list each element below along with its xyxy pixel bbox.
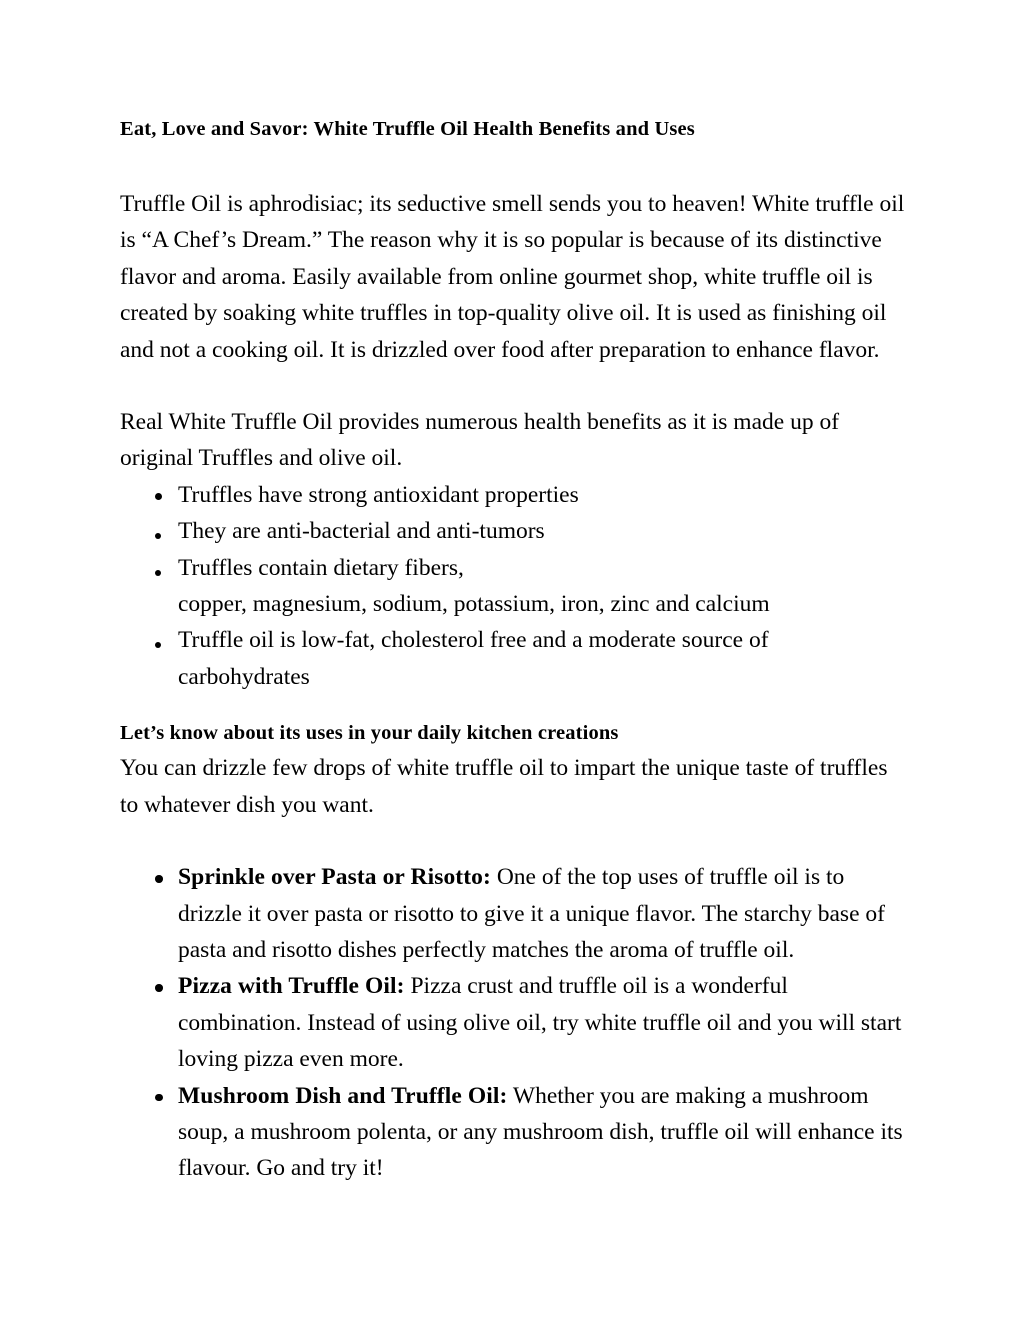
page-title: Eat, Love and Savor: White Truffle Oil Health Benefits and Uses [120, 118, 695, 140]
list-item [120, 622, 906, 695]
list-item [120, 477, 906, 513]
bullet-icon [155, 493, 162, 500]
list-item-text: Truffle oil is low-fat, cholesterol free and a moderate source of carbohydrates [178, 627, 769, 690]
bullet-icon [155, 1094, 163, 1102]
benefits-intro-paragraph: Real White Truffle Oil provides numerous health benefits as it is made up of original Truffles and olive oil. [120, 409, 840, 472]
list-item-text: Truffles have strong antioxidant properties [178, 481, 579, 508]
uses-section-heading: Let’s know about its uses in your daily kitchen creations [120, 722, 619, 745]
uses-intro-paragraph: You can drizzle few drops of white truffle oil to impart the unique taste of truffles to whatever dish you want. [120, 755, 888, 818]
spacer [120, 146, 906, 186]
bullet-icon [155, 642, 161, 648]
list-item-text: They are anti-bacterial and anti-tumors [178, 518, 545, 545]
list-item [120, 550, 906, 623]
list-item-text: One of the top uses of truffle oil is to drizzle it over pasta or risotto to give it a unique flavor. The starchy base of pasta and risotto dishes perfectly matches the aroma of truffle oil. [178, 864, 885, 963]
health-benefits-list [120, 477, 906, 695]
list-item-lead-in: Mushroom Dish and Truffle Oil: [178, 1082, 508, 1109]
bullet-icon [155, 984, 163, 992]
kitchen-uses-list [120, 859, 906, 1187]
bullet-icon [155, 875, 163, 883]
list-item-continuation: copper, magnesium, sodium, potassium, iron, zinc and calcium [178, 591, 770, 618]
bullet-icon [155, 570, 161, 576]
list-item [120, 1078, 906, 1187]
intro-paragraph: Truffle Oil is aphrodisiac; its seductive smell sends you to heaven! White truffle oil is “A Chef’s Dream.” The reason why it is so popular is because of its distinctive flavor and aroma. Easily available from online gourmet shop, white truffle oil is created by soaking white truffles in top-quality olive oil. It is used as finishing oil and not a cooking oil. It is drizzled over food after preparation to enhance flavor. [120, 191, 905, 363]
list-item [120, 859, 906, 968]
list-item-lead-in: Pizza with Truffle Oil: [178, 973, 405, 1000]
bullet-icon [155, 533, 161, 539]
list-item [120, 968, 906, 1077]
list-item [120, 513, 906, 549]
list-item-lead-in: Sprinkle over Pasta or Risotto: [178, 864, 491, 891]
list-item-text: Pizza crust and truffle oil is a wonderful combination. Instead of using olive oil, try white truffle oil and you will start loving pizza even more. [178, 973, 902, 1073]
spacer [120, 823, 906, 859]
spacer [120, 368, 906, 404]
list-item-text: Whether you are making a mushroom soup, a mushroom polenta, or any mushroom dish, truffle oil will enhance its flavour. Go and try it! [178, 1082, 903, 1182]
list-item-text: Truffles contain dietary fibers, [178, 554, 464, 581]
spacer [120, 695, 906, 717]
